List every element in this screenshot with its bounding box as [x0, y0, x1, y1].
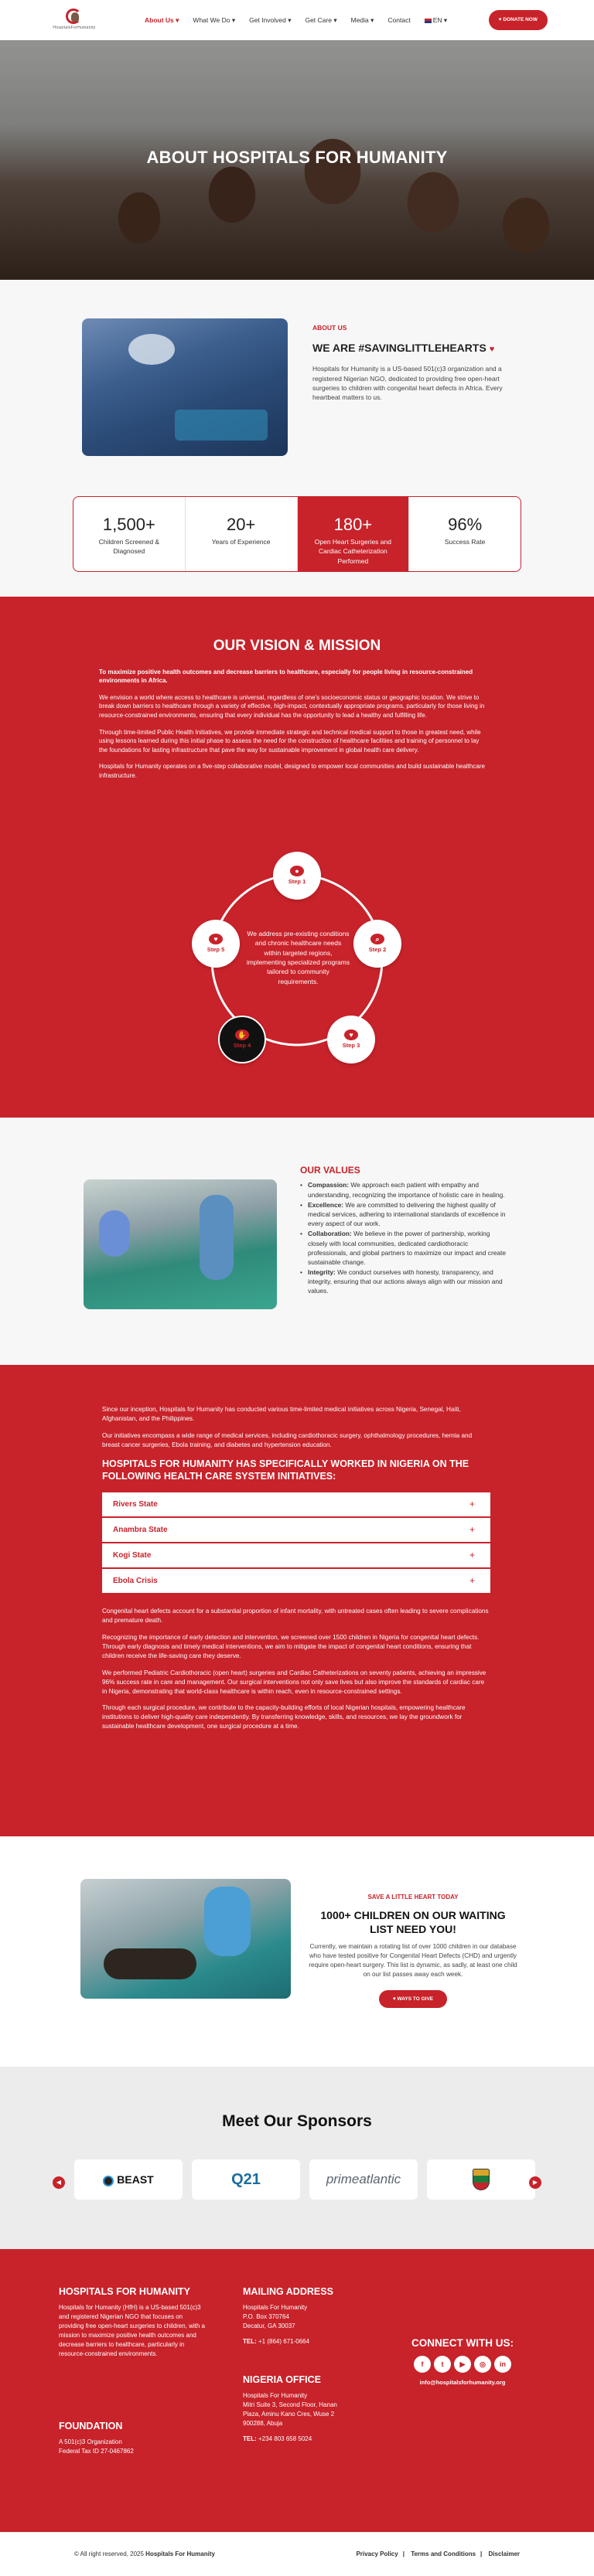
hero-banner: [0, 40, 594, 280]
vision-title: OUR VISION & MISSION: [213, 638, 381, 654]
stats-bar: [73, 496, 521, 572]
waiting-list-section: [0, 1836, 594, 2067]
list-item: • Excellence: We are committed to delivering the highest quality of medical services, adhering to international standards of excellence in every aspect of our work.: [300, 1200, 509, 1229]
cycle-step-5[interactable]: ♥ Step 5: [192, 920, 240, 968]
site-header: [0, 0, 594, 40]
footer-nigeria-office: NIGERIA OFFICE Hospitals For Humanity Mitri Suite 3, Second Floor, Hanan Plaza, Aminu Kano Cres, Wuse 2 900288, Abuja TEL: +234 803 658 5024: [243, 2373, 382, 2444]
plus-icon: +: [469, 1550, 475, 1561]
site-logo[interactable]: [50, 9, 99, 31]
accordion-rivers-state[interactable]: Rivers State +: [102, 1492, 490, 1518]
waiting-body: Currently, we maintain a rotating list of over 1000 children in our database who have tested positive for Congenital Heart Defects (CHD) and urgently require open-heart surgery. This list is dynamic, as sadly, at least one child on our list passes away each week.: [309, 1942, 517, 1978]
five-step-cycle: [201, 852, 393, 1060]
carousel-next-button[interactable]: ▶: [529, 2176, 541, 2189]
plus-icon: +: [469, 1499, 475, 1510]
initiatives-paragraph: Since our inception, Hospitals for Humanity has conducted various time-limited medical initiatives across Nigeria, Senegal, Haiti, Afghanistan, and the Philippines.: [102, 1406, 461, 1422]
copyright: © All right reserved, 2025 Hospitals For Humanity: [74, 2550, 215, 2558]
sponsor-logo-primeatlantic[interactable]: primeatlantic: [309, 2159, 418, 2200]
about-section: [0, 280, 594, 597]
legal-links: Privacy Policy | Terms and Conditions | Disclaimer: [356, 2550, 520, 2558]
heart-icon: ♥: [392, 1996, 396, 2002]
waiting-heading: 1000+ CHILDREN ON OUR WAITING LIST NEED YOU!: [320, 1908, 506, 1935]
ways-to-give-button[interactable]: ♥ WAYS TO GIVE: [379, 1990, 447, 2008]
cycle-step-3[interactable]: ♥ Step 3: [327, 1016, 375, 1063]
about-body: Hospitals for Humanity is a US-based 501(c)3 organization and a registered Nigerian NGO, dedicated to providing free open-heart surgeries to children with congenital heart defects in Africa. Every heartbeat matters to us.: [312, 365, 503, 402]
hand-heart-icon: ♥: [344, 1029, 358, 1040]
values-section: [0, 1118, 594, 1365]
sponsors-carousel: [74, 2159, 594, 2200]
main-nav: [138, 15, 489, 25]
bottom-bar: [0, 2532, 594, 2576]
cycle-step-1[interactable]: ● Step 1: [273, 852, 321, 900]
sponsors-title: Meet Our Sponsors: [222, 2112, 372, 2130]
sponsor-logo-beast[interactable]: BEAST: [74, 2159, 183, 2200]
linkedin-icon[interactable]: in: [494, 2356, 511, 2373]
cycle-center-text: We address pre-existing conditions and chronic healthcare needs within targeted regions, implementing specialized programs tailored to community requirements.: [246, 930, 350, 985]
list-item: • Integrity: We conduct ourselves with honesty, transparency, and integrity, ensuring that our actions always align with our mission and values.: [300, 1268, 509, 1296]
surgery-photo: [82, 318, 288, 456]
youtube-icon[interactable]: ▶: [454, 2356, 471, 2373]
nav-get-care[interactable]: Get Care ▾: [305, 15, 337, 24]
vision-paragraph: Hospitals for Humanity operates on a five-step collaborative model, designed to empower local communities and build sustainable healthcare infrastructure.: [99, 763, 485, 779]
initiatives-paragraph: Our initiatives encompass a wide range of medical services, including cardiothoracic surgery, ophthalmology procedures, hernia and breast cancer surgeries, Ebola training, and diabetes and hypertension education.: [102, 1431, 473, 1448]
nav-get-involved[interactable]: Get Involved ▾: [249, 15, 292, 24]
nav-contact[interactable]: Contact: [387, 15, 411, 24]
vision-paragraph: We envision a world where access to healthcare is universal, regardless of one's socioeconomic status or geographic location. We strive to break down barriers to healthcare through a variety of effective, high-impact, contextually appropriate programs, particularly for those living in resource-constrained environments, ensuring that every individual has the opportunity to lead a healthy and fulfilling life.: [99, 693, 485, 719]
stat-years-experience: 20+ Years of Experience: [186, 497, 298, 571]
social-links: [401, 2356, 524, 2373]
stat-success-rate: 96% Success Rate: [444, 515, 486, 546]
search-icon: ⌕: [370, 934, 384, 944]
logo-text: HospitalsForHumanity: [53, 26, 96, 31]
heart-icon: ♥: [489, 345, 495, 355]
initiatives-paragraph: Through each surgical procedure, we contribute to the capacity-building efforts of local Nigerian hospitals, empowering healthcare institutions to deliver high-quality care independently. By transferring knowledge, skills, and resources, we lay the groundwork for sustainable healthcare development, one surgical procedure at a time.: [102, 1704, 466, 1730]
initiatives-paragraph: Recognizing the importance of early detection and intervention, we screened over 1500 children in Nigeria for congenital heart defects. Through early diagnosis and timely medical interventions, we aim to mitigate the impact of congenital heart conditions, ensuring that children receive the life-saving care they deserve.: [102, 1634, 480, 1659]
crest-logo-icon: [473, 2169, 490, 2190]
footer-mailing-address: MAILING ADDRESS Hospitals For Humanity P.O. Box 370764 Decatur, GA 30037 TEL: +1 (864) 671-0664: [243, 2285, 382, 2346]
sponsor-logo-crest[interactable]: [427, 2159, 535, 2200]
mailing-phone[interactable]: TEL: +1 (864) 671-0664: [243, 2338, 310, 2346]
footer-about: HOSPITALS FOR HUMANITY Hospitals for Humanity (HfH) is a US-based 501(c)3 and registered Nigerian NGO that focuses on providing free open-heart surgeries to children, with a mission to maximize positive health outcomes and decrease barriers to healthcare, particularly in resource-constrained environments.: [59, 2286, 205, 2358]
cycle-step-2[interactable]: ⌕ Step 2: [353, 920, 401, 968]
cycle-step-4[interactable]: ✋ Step 4: [218, 1016, 266, 1063]
logo-mark-icon: [64, 9, 84, 26]
nurses-photo: [84, 1179, 277, 1309]
facebook-icon[interactable]: f: [414, 2356, 431, 2373]
initiatives-accordion: [102, 1492, 490, 1594]
footer-connect: CONNECT WITH US: f t ▶ ◎ in info@hospitalsforhumanity.org: [401, 2336, 524, 2387]
sponsors-section: [0, 2067, 594, 2249]
nav-media[interactable]: Media ▾: [350, 15, 374, 24]
plus-icon: +: [469, 1575, 475, 1587]
nav-what-we-do[interactable]: What We Do ▾: [193, 15, 236, 24]
accordion-kogi-state[interactable]: Kogi State +: [102, 1543, 490, 1569]
hands-icon: ✋: [235, 1029, 249, 1040]
vision-lead: To maximize positive health outcomes and decrease barriers to healthcare, especially for people living in resource-constrained environments in Africa.: [99, 668, 473, 685]
accordion-ebola-crisis[interactable]: Ebola Crisis +: [102, 1569, 490, 1594]
values-title: OUR VALUES: [300, 1165, 360, 1176]
footer-email-link[interactable]: info@hospitalsforhumanity.org: [419, 2378, 506, 2386]
people-icon: ●: [290, 866, 304, 876]
terms-link[interactable]: Terms and Conditions: [411, 2550, 476, 2558]
site-footer: [0, 2249, 594, 2532]
initiatives-paragraph: We performed Pediatric Cardiothoracic (open heart) surgeries and Cardiac Catheterizations on seventy patients, achieving an impressive 96% success rate in care and management. Our surgical interventions not only save lives but also improve the standards of cardiac care in Nigeria, demonstrating that world-class healthcare is within reach, even in resource-constrained settings.: [102, 1669, 486, 1695]
about-heading: WE ARE #SAVINGLITTLEHEARTS ♥: [312, 342, 495, 355]
heart-icon: ♥: [498, 17, 502, 23]
carousel-prev-button[interactable]: ◀: [53, 2176, 65, 2189]
beast-logo-icon: [103, 2176, 114, 2186]
vision-paragraph: Through time-limited Public Health Initiatives, we provide immediate strategic and technical medical support to those in greatest need, while using lessons learned during this initial phase to assess the need for the construction of healthcare facilities and training of personnel to lay the foundations for lasting infrastructure that pave the way for sustainable improvement in global health care delivery.: [99, 728, 481, 754]
list-item: • Compassion: We approach each patient with empathy and understanding, recognizing the importance of holistic care in healing.: [300, 1180, 509, 1199]
values-list: [300, 1180, 509, 1295]
hero-title: ABOUT HOSPITALS FOR HUMANITY: [146, 148, 448, 167]
vision-mission-section: [0, 597, 594, 1118]
privacy-policy-link[interactable]: Privacy Policy: [356, 2550, 398, 2558]
initiatives-paragraph: Congenital heart defects account for a substantial proportion of infant mortality, with untreated cases often leading to severe complications and premature death.: [102, 1608, 489, 1625]
instagram-icon[interactable]: ◎: [474, 2356, 491, 2373]
nav-language[interactable]: EN ▾: [418, 15, 454, 25]
heart-pulse-icon: ♥: [209, 934, 223, 944]
initiatives-heading: HOSPITALS FOR HUMANITY HAS SPECIFICALLY WORKED IN NIGERIA ON THE FOLLOWING HEALTH CARE SYSTEM INITIATIVES:: [102, 1458, 469, 1482]
waiting-eyebrow: SAVE A LITTLE HEART TODAY: [367, 1894, 459, 1901]
nav-about-us[interactable]: About Us ▾: [145, 15, 179, 24]
donate-now-button[interactable]: ♥ DONATE NOW: [489, 10, 548, 29]
plus-icon: +: [469, 1524, 475, 1536]
flag-icon: [425, 19, 432, 23]
child-care-photo: [80, 1879, 291, 1999]
stat-children-screened: 1,500+ Children Screened & Diagnosed: [73, 497, 186, 571]
about-eyebrow: ABOUT US: [312, 324, 347, 332]
initiatives-section: [0, 1365, 594, 1836]
footer-foundation: FOUNDATION A 501(c)3 Organization Federal Tax ID 27-0467862: [59, 2421, 134, 2455]
accordion-anambra-state[interactable]: Anambra State +: [102, 1518, 490, 1543]
nigeria-phone[interactable]: TEL: +234 803 658 5024: [243, 2435, 312, 2443]
disclaimer-link[interactable]: Disclaimer: [488, 2550, 520, 2558]
sponsor-logo-q21[interactable]: Q21: [192, 2159, 300, 2200]
twitter-icon[interactable]: t: [434, 2356, 451, 2373]
list-item: • Collaboration: We believe in the power of partnership, working closely with local communities, dedicated cardiothoracic professionals, and global partners to maximize our impact and create sustainable change.: [300, 1229, 509, 1267]
stat-surgeries: 180+ Open Heart Surgeries and Cardiac Catheterization Performed: [298, 497, 410, 571]
